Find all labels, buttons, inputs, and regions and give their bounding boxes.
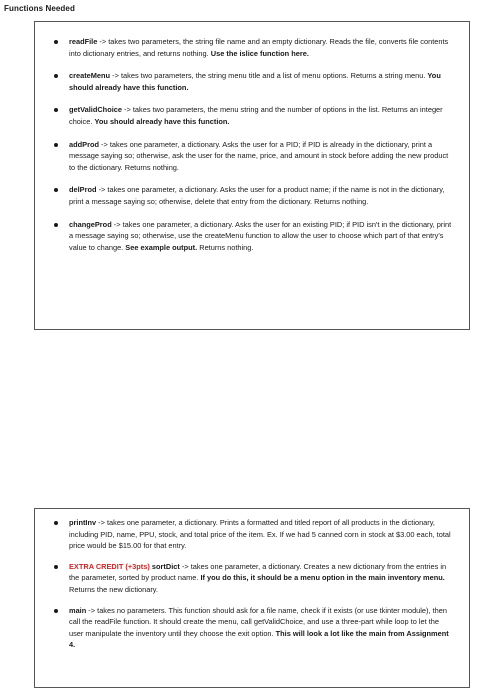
function-emphasis: Use the islice function here.: [210, 48, 309, 58]
function-name: addProd: [69, 139, 99, 149]
bullet-icon: [54, 188, 58, 192]
function-emphasis: If you do this, it should be a menu option in the main inventory menu.: [200, 573, 445, 583]
list-item-printinv: [35, 517, 469, 552]
bullet-icon: [54, 143, 58, 147]
function-emphasis: You should already have this function.: [69, 71, 441, 92]
extra-credit-label: EXTRA CREDIT (+3pts): [69, 561, 150, 571]
functions-box-bottom: [34, 508, 470, 688]
page-heading: Functions Needed: [4, 4, 75, 13]
function-tail: Returns the new dictionary.: [69, 584, 159, 594]
bullet-icon: [54, 565, 58, 569]
list-item-createmenu: [35, 70, 469, 93]
bullet-icon: [54, 521, 58, 525]
bullet-icon: [54, 609, 58, 613]
function-emphasis: This will look a lot like the main from Assignment 4.: [69, 628, 449, 650]
function-list-top: [35, 22, 469, 253]
arrow-text: ->: [121, 105, 133, 115]
function-name: getValidChoice: [69, 105, 122, 115]
bullet-icon: [54, 40, 58, 44]
arrow-text: ->: [86, 605, 98, 615]
function-name: printInv: [69, 518, 97, 527]
function-description: takes one parameter, a dictionary. Asks the user for an existing PID; if PID isn't in the dictionary, print a message saying so; otherwise, use the createMenu function to allow the user to choose which part of that entry's value to change.: [69, 219, 452, 252]
function-description: takes two parameters, the string menu title and a list of menu options. Returns a string menu.: [120, 71, 428, 81]
arrow-text: ->: [97, 37, 109, 46]
function-description: takes no parameters. This function should ask for a file name, check if it exists (or use tkinter module), then call the readFile function. It should create the menu, call getValidChoice, and use a three-part while loop to let the user manipulate the inventory until they choose the exit option.: [69, 605, 447, 638]
arrow-text: ->: [96, 518, 107, 527]
function-emphasis: You should already have this function.: [94, 116, 230, 126]
function-list-bottom: [35, 509, 469, 651]
list-item-getvalidchoice: [35, 104, 469, 127]
function-name: sortDict: [151, 561, 180, 571]
list-item-addprod: [35, 139, 469, 174]
function-name: createMenu: [69, 71, 111, 81]
function-description: takes one parameter, a dictionary. Asks the user for a PID; if PID is already in the dictionary, print a message saying so; otherwise, ask the user for the name, price, and amount in stock before adding the new product to the dictionary. Returns nothing.: [69, 139, 449, 172]
function-description: takes one parameter, a dictionary. Asks the user for a product name; if the name is not in the dictionary, print a message saying so; otherwise, delete that entry from the dictionary. Returns nothing.: [69, 185, 445, 206]
function-description: takes one parameter, a dictionary. Creates a new dictionary from the entries in the parameter, sorted by product name.: [69, 561, 447, 583]
list-item-delprod: [35, 184, 469, 207]
list-item-main: [35, 605, 469, 651]
arrow-text: ->: [179, 561, 191, 571]
bullet-icon: [54, 108, 58, 112]
function-description: takes two parameters, the menu string and the number of options in the list. Returns an integer choice.: [69, 105, 443, 126]
function-name: readFile: [69, 37, 98, 46]
list-item-readfile: [35, 36, 469, 59]
bullet-icon: [54, 223, 58, 227]
function-name: changeProd: [69, 219, 112, 229]
function-description: takes two parameters, the string file name and an empty dictionary. Reads the file, converts file contents into dictionary entries, and returns nothing.: [69, 37, 449, 58]
bullet-icon: [54, 74, 58, 78]
function-name: delProd: [69, 185, 97, 195]
functions-box-top: [34, 21, 470, 330]
arrow-text: ->: [111, 219, 123, 229]
arrow-text: ->: [98, 139, 110, 149]
arrow-text: ->: [96, 185, 108, 195]
arrow-text: ->: [110, 71, 121, 81]
list-item-sortdict: [35, 561, 469, 596]
function-description: takes one parameter, a dictionary. Prints a formatted and titled report of all products in the dictionary, including PID, name, PPU, stock, and total price of the item. Ex. If we had 5 canned corn in stock at $3.00 each, total price would be $15.00 for that entry.: [69, 518, 451, 551]
function-name: main: [69, 605, 87, 615]
function-emphasis: See example output.: [125, 242, 198, 252]
list-item-changeprod: [35, 219, 469, 254]
function-tail: Returns nothing.: [197, 242, 254, 252]
